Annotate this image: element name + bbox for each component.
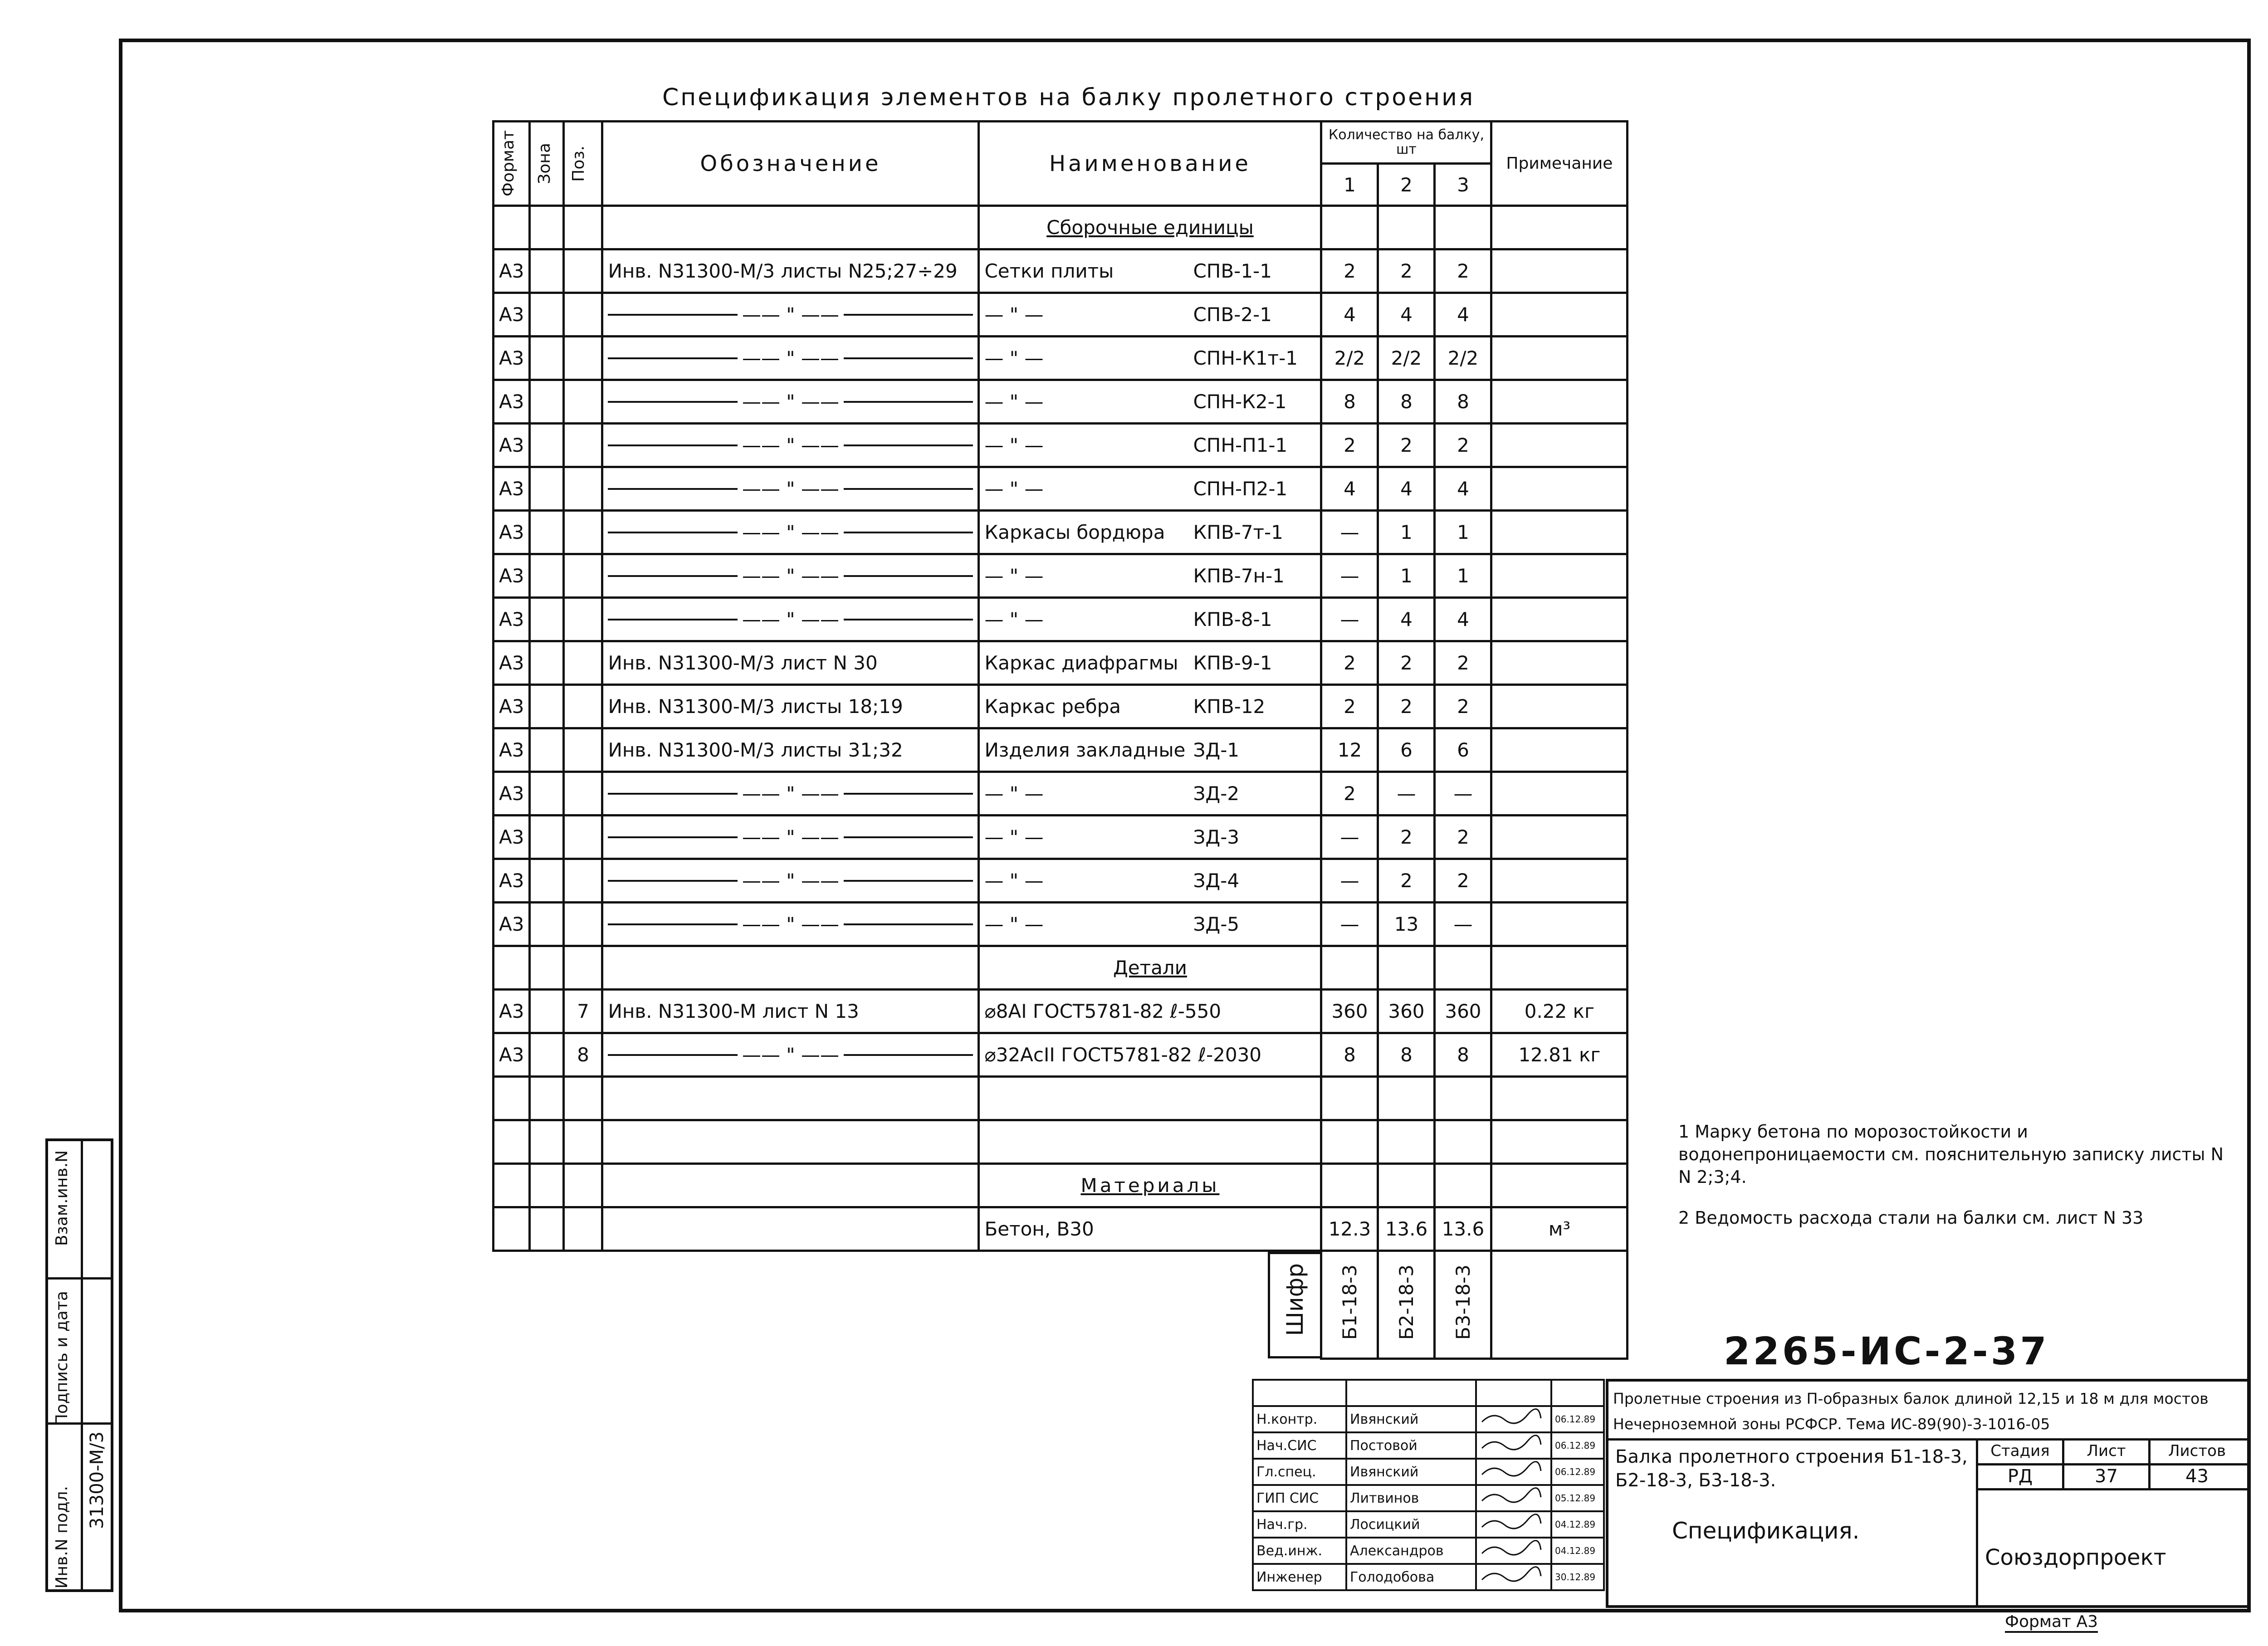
row-name: Сетки плиты	[984, 260, 1114, 282]
signature	[1476, 1406, 1551, 1432]
row-name: — " —	[984, 478, 1044, 500]
row-mark: СПН-П2-1	[1193, 478, 1288, 500]
row-mark: КПВ-12	[1193, 695, 1266, 718]
spec-title: Спецификация элементов на балку пролетного строения	[662, 84, 1475, 111]
row-name: — " —	[984, 913, 1044, 935]
stamp-role: Н.контр.	[1253, 1406, 1346, 1432]
section-row	[494, 1164, 1628, 1207]
row-q2: 4	[1378, 467, 1435, 511]
row-name: — " —	[984, 869, 1044, 892]
table-row	[494, 816, 1628, 859]
row-mark: ЗД-3	[1193, 826, 1240, 848]
stamp-person-row	[1253, 1511, 1604, 1538]
material-name: Бетон, В30	[979, 1207, 1321, 1251]
row-q2: 2	[1378, 641, 1435, 685]
row-q1: 2	[1321, 685, 1378, 728]
header-format: Формат	[494, 122, 530, 206]
row-q3: 4	[1435, 467, 1491, 511]
row-q1: 4	[1321, 467, 1378, 511]
row-q3: 2	[1435, 641, 1491, 685]
row-q2: 4	[1378, 598, 1435, 641]
stamp-person-row	[1253, 1564, 1604, 1590]
header-note: Примечание	[1491, 122, 1628, 206]
stamp-date: 06.12.89	[1551, 1459, 1604, 1485]
row-designation: Инв. N31300-М/3 листы 31;32	[608, 739, 903, 761]
signature	[1476, 1432, 1551, 1459]
row-format: А3	[494, 1033, 530, 1077]
table-row	[494, 467, 1628, 511]
sheet-value: 37	[2095, 1466, 2118, 1487]
sign-date-label: Подпись и дата	[53, 1291, 71, 1426]
table-row	[494, 424, 1628, 467]
table-row	[494, 772, 1628, 816]
row-designation: Инв. N31300-М/3 листы 18;19	[608, 695, 903, 718]
header-qty: Количество на балку, шт	[1321, 122, 1491, 164]
stamp-name: Лосицкий	[1346, 1511, 1476, 1538]
row-format: А3	[494, 772, 530, 816]
row-format: А3	[494, 424, 530, 467]
row-name: — " —	[984, 782, 1044, 805]
stamp-person-row	[1253, 1459, 1604, 1485]
row-designation: —— " ——	[742, 521, 839, 543]
stamp-signatures	[1252, 1379, 1605, 1591]
row-mark: СПВ-1-1	[1193, 260, 1272, 282]
note-2: 2 Ведомость расхода стали на балки см. лист N 33	[1678, 1208, 2144, 1228]
row-q1: 2	[1321, 641, 1378, 685]
material-q3: 13.6	[1435, 1207, 1491, 1251]
stamp-person-row	[1253, 1406, 1604, 1432]
row-q1: 12	[1321, 728, 1378, 772]
row-mark: КПВ-8-1	[1193, 608, 1272, 630]
row-name: Каркасы бордюра	[984, 521, 1165, 543]
row-q3: 1	[1435, 554, 1491, 598]
row-q1: 360	[1321, 990, 1378, 1033]
row-format: А3	[494, 337, 530, 380]
doc-type: Спецификация.	[1672, 1518, 1860, 1544]
row-q2: 13	[1378, 903, 1435, 946]
row-designation: Инв. N31300-М лист N 13	[608, 1000, 859, 1022]
left-strip	[45, 1138, 113, 1592]
stamp-date: 06.12.89	[1551, 1406, 1604, 1432]
header-q3: 3	[1435, 164, 1491, 206]
row-name: — " —	[984, 434, 1044, 456]
row-note: 12.81 кг	[1491, 1033, 1628, 1077]
signature	[1476, 1564, 1551, 1590]
row-format: А3	[494, 728, 530, 772]
table-row	[494, 380, 1628, 424]
stage-label: Стадия	[1990, 1442, 2050, 1460]
row-designation: —— " ——	[742, 303, 839, 326]
row-name: Каркас диафрагмы	[984, 652, 1178, 674]
header-q2: 2	[1378, 164, 1435, 206]
row-name: — " —	[984, 608, 1044, 630]
header-zone: Зона	[530, 122, 564, 206]
row-q3: 8	[1435, 380, 1491, 424]
row-q2: 360	[1378, 990, 1435, 1033]
stamp-role: Инженер	[1253, 1564, 1346, 1590]
spec-table	[492, 120, 1628, 1360]
row-q1: 2	[1321, 424, 1378, 467]
row-q2: 2	[1378, 685, 1435, 728]
row-q1: 2	[1321, 249, 1378, 293]
note-1: 1 Марку бетона по морозостойкости и водонепроницаемости см. пояснительную записку листы N N 2;3;4.	[1678, 1122, 2224, 1187]
row-designation: —— " ——	[742, 1044, 839, 1066]
row-q2: 1	[1378, 554, 1435, 598]
cipher-3: Б3-18-3	[1452, 1265, 1474, 1340]
header-pos: Поз.	[564, 122, 602, 206]
row-q3: 1	[1435, 511, 1491, 554]
stamp-person-row	[1253, 1538, 1604, 1564]
stamp-role: Вед.инж.	[1253, 1538, 1346, 1564]
row-name: — " —	[984, 826, 1044, 848]
signature	[1476, 1511, 1551, 1538]
row-format: А3	[494, 990, 530, 1033]
row-q1: —	[1321, 511, 1378, 554]
row-pos: 7	[564, 990, 602, 1033]
row-designation: —— " ——	[742, 391, 839, 413]
row-format: А3	[494, 467, 530, 511]
row-format: А3	[494, 554, 530, 598]
row-designation: —— " ——	[742, 913, 839, 935]
row-q1: —	[1321, 816, 1378, 859]
row-q1: 2	[1321, 772, 1378, 816]
cipher-label: Шифр	[1282, 1263, 1309, 1336]
project-title: Пролетные строения из П-образных балок длиной 12,15 и 18 м для мостов Нечерноземной зоны РСФСР. Тема ИС-89(90)-3-1016-05	[1613, 1390, 2209, 1433]
stamp-date: 05.12.89	[1551, 1485, 1604, 1511]
row-q3: —	[1435, 903, 1491, 946]
stamp-name: Голодобова	[1346, 1564, 1476, 1590]
row-format: А3	[494, 598, 530, 641]
table-row	[494, 249, 1628, 293]
table-row	[494, 685, 1628, 728]
header-name: Наименование	[979, 122, 1321, 206]
row-q3: —	[1435, 772, 1491, 816]
stamp-date: 04.12.89	[1551, 1538, 1604, 1564]
row-mark: ЗД-1	[1193, 739, 1240, 761]
table-row	[494, 554, 1628, 598]
signature	[1476, 1459, 1551, 1485]
organization: Союздорпроект	[1985, 1545, 2166, 1570]
table-row	[494, 641, 1628, 685]
row-q3: 8	[1435, 1033, 1491, 1077]
section-materials: Материалы	[979, 1164, 1321, 1207]
stamp-date: 30.12.89	[1551, 1564, 1604, 1590]
row-name: — " —	[984, 565, 1044, 587]
table-row	[494, 1207, 1628, 1251]
material-q1: 12.3	[1321, 1207, 1378, 1251]
row-name: ⌀32АсII ГОСТ5781-82 ℓ-2030	[979, 1033, 1321, 1077]
stamp-person-row	[1253, 1485, 1604, 1511]
stamp-info	[1606, 1379, 2250, 1608]
row-format: А3	[494, 859, 530, 903]
cipher-2: Б2-18-3	[1395, 1265, 1418, 1340]
row-format: А3	[494, 249, 530, 293]
row-q3: 6	[1435, 728, 1491, 772]
row-name: ⌀8АI ГОСТ5781-82 ℓ-550	[979, 990, 1321, 1033]
stamp-role: Гл.спец.	[1253, 1459, 1346, 1485]
row-q2: 1	[1378, 511, 1435, 554]
stamp-role: ГИП СИС	[1253, 1485, 1346, 1511]
table-row	[494, 990, 1628, 1033]
empty-row	[494, 1077, 1628, 1120]
row-q1: 4	[1321, 293, 1378, 337]
row-q2: 6	[1378, 728, 1435, 772]
row-q1: —	[1321, 598, 1378, 641]
stamp-name: Ивянский	[1346, 1406, 1476, 1432]
row-name: Изделия закладные	[984, 739, 1186, 761]
row-designation: —— " ——	[742, 869, 839, 892]
document-number: 2265-ИС-2-37	[1724, 1329, 2049, 1373]
sheets-label: Листов	[2168, 1442, 2226, 1460]
row-mark: СПВ-2-1	[1193, 303, 1272, 326]
header-designation: Обозначение	[602, 122, 979, 206]
cipher-1: Б1-18-3	[1338, 1265, 1361, 1340]
table-row	[494, 337, 1628, 380]
row-format: А3	[494, 816, 530, 859]
table-row	[494, 728, 1628, 772]
row-format: А3	[494, 293, 530, 337]
row-name: — " —	[984, 303, 1044, 326]
table-row	[494, 293, 1628, 337]
row-format: А3	[494, 380, 530, 424]
table-row	[494, 511, 1628, 554]
row-q3: 2	[1435, 685, 1491, 728]
row-q1: —	[1321, 859, 1378, 903]
sheet-title: Балка пролетного строения Б1-18-3, Б2-18-3, Б3-18-3.	[1615, 1446, 1968, 1491]
row-designation: —— " ——	[742, 826, 839, 848]
stamp-person-row	[1253, 1432, 1604, 1459]
row-q2: 2	[1378, 816, 1435, 859]
sheets-value: 43	[2185, 1466, 2209, 1487]
section-assembly: Сборочные единицы	[979, 206, 1321, 249]
stamp-name: Литвинов	[1346, 1485, 1476, 1511]
table-row	[494, 598, 1628, 641]
row-designation: —— " ——	[742, 782, 839, 805]
row-q2: 2	[1378, 249, 1435, 293]
sheet-label: Лист	[2087, 1442, 2126, 1460]
table-row	[494, 859, 1628, 903]
section-row	[494, 206, 1628, 249]
row-q1: —	[1321, 554, 1378, 598]
row-designation: —— " ——	[742, 608, 839, 630]
row-mark: ЗД-2	[1193, 782, 1240, 805]
row-q1: —	[1321, 903, 1378, 946]
table-row	[494, 1033, 1628, 1077]
row-q2: —	[1378, 772, 1435, 816]
table-row	[494, 903, 1628, 946]
row-q3: 2	[1435, 816, 1491, 859]
row-q2: 2	[1378, 424, 1435, 467]
row-q3: 2	[1435, 424, 1491, 467]
stamp-name: Александров	[1346, 1538, 1476, 1564]
row-name: Каркас ребра	[984, 695, 1121, 718]
row-format: А3	[494, 511, 530, 554]
material-note: м³	[1491, 1207, 1628, 1251]
row-mark: ЗД-5	[1193, 913, 1240, 935]
empty-row	[494, 1120, 1628, 1164]
stamp-role: Нач.гр.	[1253, 1511, 1346, 1538]
row-q3: 2/2	[1435, 337, 1491, 380]
stamp-role: Нач.СИС	[1253, 1432, 1346, 1459]
row-q2: 8	[1378, 1033, 1435, 1077]
row-designation: Инв. N31300-М/3 листы N25;27÷29	[608, 260, 958, 282]
inv-orig-value: 31300-М/3	[87, 1431, 108, 1529]
section-details: Детали	[979, 946, 1321, 990]
row-designation: —— " ——	[742, 347, 839, 369]
header-q1: 1	[1321, 164, 1378, 206]
signature	[1476, 1485, 1551, 1511]
row-q2: 2	[1378, 859, 1435, 903]
row-designation: —— " ——	[742, 478, 839, 500]
row-q1: 8	[1321, 1033, 1378, 1077]
row-q2: 4	[1378, 293, 1435, 337]
row-mark: КПВ-7т-1	[1193, 521, 1283, 543]
row-format: А3	[494, 685, 530, 728]
row-q3: 4	[1435, 293, 1491, 337]
row-pos: 8	[564, 1033, 602, 1077]
stamp-name: Постовой	[1346, 1432, 1476, 1459]
material-q2: 13.6	[1378, 1207, 1435, 1251]
row-name: — " —	[984, 347, 1044, 369]
section-row	[494, 946, 1628, 990]
row-format: А3	[494, 641, 530, 685]
row-mark: СПН-К1т-1	[1193, 347, 1298, 369]
row-q3: 4	[1435, 598, 1491, 641]
row-q3: 360	[1435, 990, 1491, 1033]
stamp-date: 06.12.89	[1551, 1432, 1604, 1459]
format-label: Формат А3	[2005, 1612, 2098, 1633]
row-q2: 8	[1378, 380, 1435, 424]
row-q3: 2	[1435, 859, 1491, 903]
row-q3: 2	[1435, 249, 1491, 293]
row-mark: СПН-К2-1	[1193, 391, 1287, 413]
stage-value: РД	[2007, 1466, 2033, 1487]
cipher-row	[494, 1251, 1628, 1359]
row-designation: Инв. N31300-М/3 лист N 30	[608, 652, 878, 674]
row-name: — " —	[984, 391, 1044, 413]
row-note: 0.22 кг	[1491, 990, 1628, 1033]
replace-inv-label: Взам.инв.N	[53, 1150, 71, 1246]
row-q2: 2/2	[1378, 337, 1435, 380]
row-designation: —— " ——	[742, 565, 839, 587]
notes	[1678, 1120, 2236, 1247]
row-mark: КПВ-9-1	[1193, 652, 1272, 674]
row-designation: —— " ——	[742, 434, 839, 456]
signature	[1476, 1538, 1551, 1564]
row-q1: 2/2	[1321, 337, 1378, 380]
stamp-name: Ивянский	[1346, 1459, 1476, 1485]
row-mark: КПВ-7н-1	[1193, 565, 1285, 587]
row-mark: ЗД-4	[1193, 869, 1240, 892]
row-q1: 8	[1321, 380, 1378, 424]
inv-orig-label: Инв.N подл.	[53, 1486, 71, 1589]
stamp-date: 04.12.89	[1551, 1511, 1604, 1538]
row-format: А3	[494, 903, 530, 946]
row-mark: СПН-П1-1	[1193, 434, 1288, 456]
